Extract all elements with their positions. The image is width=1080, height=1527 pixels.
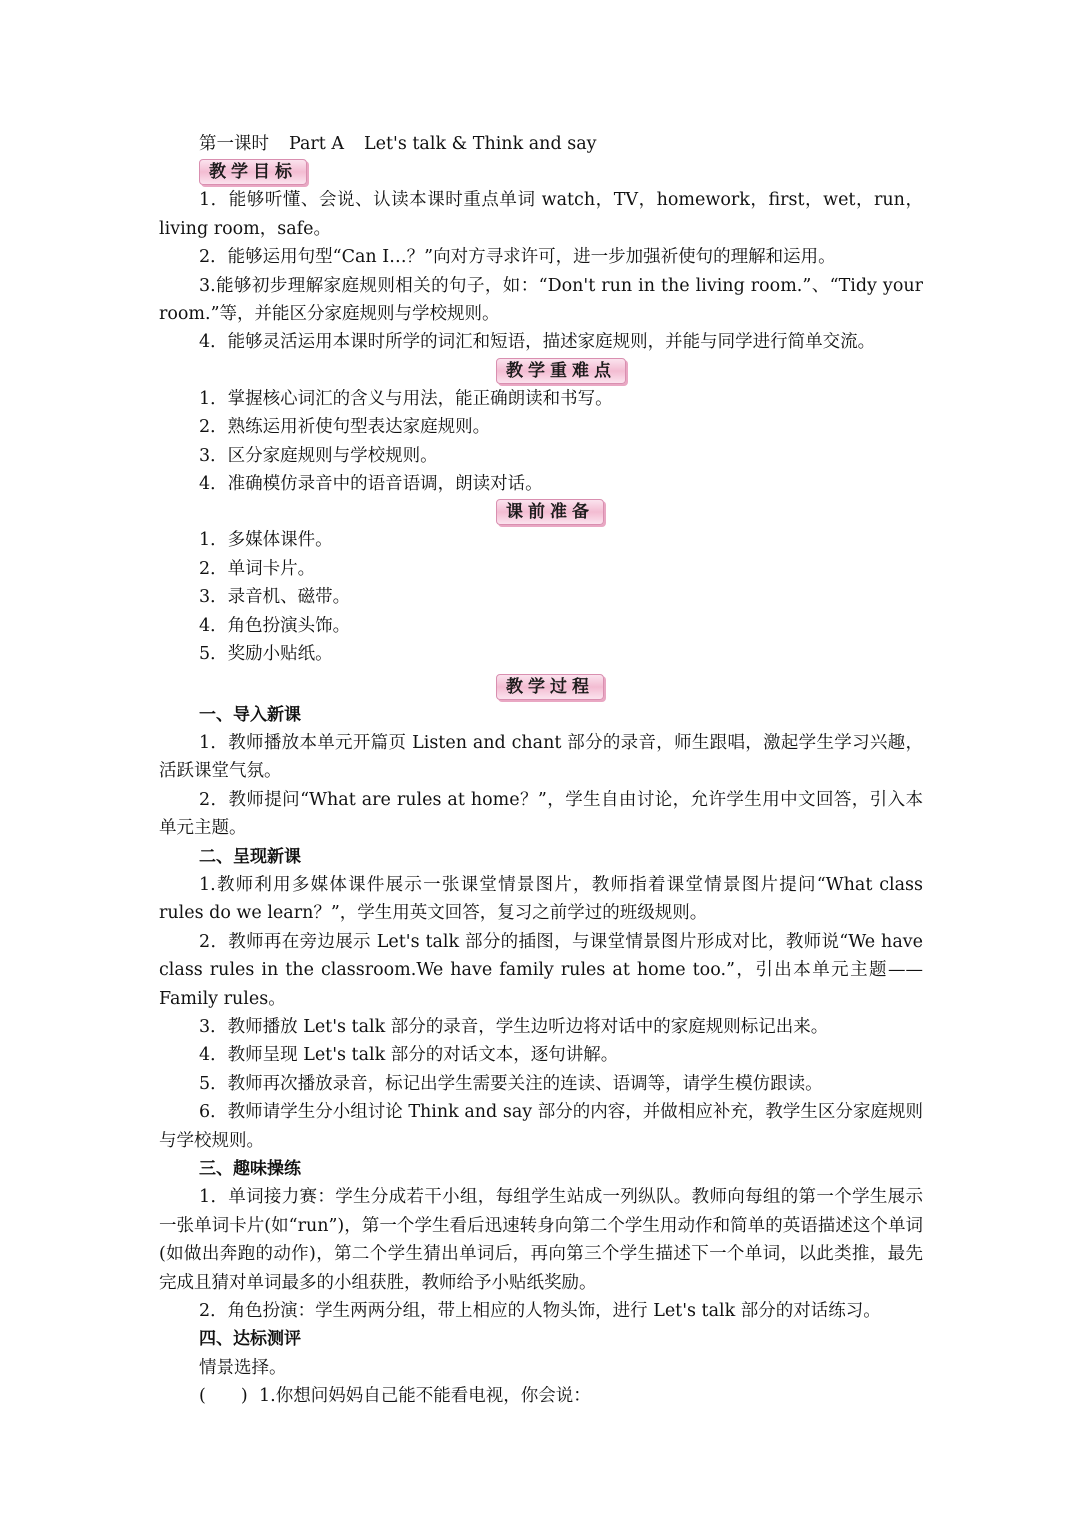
process-paragraph: 2．教师提问“What are rules at home？”，学生自由讨论，允许学生用中文回答，引入本单元主题。 (159, 789, 923, 839)
objective-item: 1．能够听懂、会说、认读本课时重点单词 watch，TV，homework，first，wet，run，living room，safe。 (159, 190, 923, 239)
process-step-heading: 二、呈现新课 (199, 846, 301, 867)
preparation-item: 5．奖励小贴纸。 (199, 644, 333, 665)
process-paragraph: 1．单词接力赛：学生分成若干小组，每组学生站成一列纵队。教师向每组的第一个学生展示一张单词卡片(如“run”)，第一个学生看后迅速转身向第二个学生用动作和简单的英语描述这个单词(如做出奔跑的动作)，第二个学生猜出单词后，再向第三个学生描述下一个单词，以此类推，最先完成且猜对单词最多的小组获胜，教师给予小贴纸奖励。 (159, 1187, 923, 1293)
lesson-part: Part A (289, 134, 345, 154)
objective-item: 3.能够初步理解家庭规则相关的句子，如：“Don't run in the living room.”、“Tidy your room.”等，并能区分家庭规则与学校规则。 (159, 275, 923, 325)
preparation-item: 4．角色扮演头饰。 (199, 615, 351, 636)
preparation-item: 1．多媒体课件。 (199, 530, 333, 551)
section-header-preparation (159, 498, 923, 526)
process-step-heading: 四、达标测评 (199, 1329, 301, 1350)
key-point-item: 1．掌握核心词汇的含义与用法，能正确朗读和书写。 (199, 388, 613, 409)
process-paragraph: 5．教师再次播放录音，标记出学生需要关注的连读、语调等，请学生模仿跟读。 (199, 1073, 823, 1094)
lesson-topic: Let's talk & Think and say (364, 134, 597, 154)
preparation-badge: 课前准备 (496, 499, 604, 525)
section-header-objectives (159, 158, 923, 186)
process-paragraph: 6．教师请学生分小组讨论 Think and say 部分的内容，并做相应补充，教学生区分家庭规则与学校规则。 (159, 1102, 923, 1151)
process-paragraph: 2．角色扮演：学生两两分组，带上相应的人物头饰，进行 Let's talk 部分的对话练习。 (199, 1301, 881, 1322)
process-badge: 教学过程 (496, 674, 604, 700)
process-paragraph: 4．教师呈现 Let's talk 部分的对话文本，逐句讲解。 (199, 1045, 619, 1066)
key-point-item: 4．准确模仿录音中的语音语调，朗读对话。 (199, 474, 543, 495)
preparation-item: 3．录音机、磁带。 (199, 587, 351, 608)
lesson-plan-content (159, 130, 923, 1411)
answer-blank[interactable]: ( ) (199, 1386, 248, 1407)
preparation-item: 2．单词卡片。 (199, 558, 316, 579)
question-text: 1.你想问妈妈自己能不能看电视，你会说： (259, 1386, 591, 1407)
objective-item: 2．能够运用句型“Can I…？”向对方寻求许可，进一步加强祈使句的理解和运用。 (199, 247, 836, 268)
process-step-heading: 一、导入新课 (199, 704, 301, 725)
lesson-title (159, 130, 923, 158)
process-paragraph: 1．教师播放本单元开篇页 Listen and chant 部分的录音，师生跟唱，激起学生学习兴趣，活跃课堂气氛。 (159, 732, 923, 782)
process-paragraph: 1.教师利用多媒体课件展示一张课堂情景图片，教师指着课堂情景图片提问“What class rules do we learn？”，学生用英文回答，复习之前学过的班级规则。 (159, 874, 923, 924)
key-point-item: 3．区分家庭规则与学校规则。 (199, 445, 438, 466)
exercise-question (159, 1382, 923, 1410)
key-point-item: 2．熟练运用祈使句型表达家庭规则。 (199, 417, 491, 438)
objective-item: 4．能够灵活运用本课时所学的词汇和短语，描述家庭规则，并能与同学进行简单交流。 (199, 332, 876, 353)
lesson-period: 第一课时 (199, 134, 269, 154)
assessment-intro: 情景选择。 (199, 1357, 287, 1378)
section-header-key-points (159, 357, 923, 385)
process-step-heading: 三、趣味操练 (199, 1159, 301, 1179)
key-points-badge: 教学重难点 (496, 358, 626, 384)
objectives-badge: 教学目标 (199, 159, 307, 185)
section-header-process (159, 673, 923, 701)
process-paragraph: 3．教师播放 Let's talk 部分的录音，学生边听边将对话中的家庭规则标记出来。 (199, 1016, 829, 1037)
process-paragraph: 2．教师再在旁边展示 Let's talk 部分的插图，与课堂情景图片形成对比，教师说“We have class rules in the classroom.We have family rules at home too.”，引出本单元主题——Family rules。 (159, 931, 923, 1009)
